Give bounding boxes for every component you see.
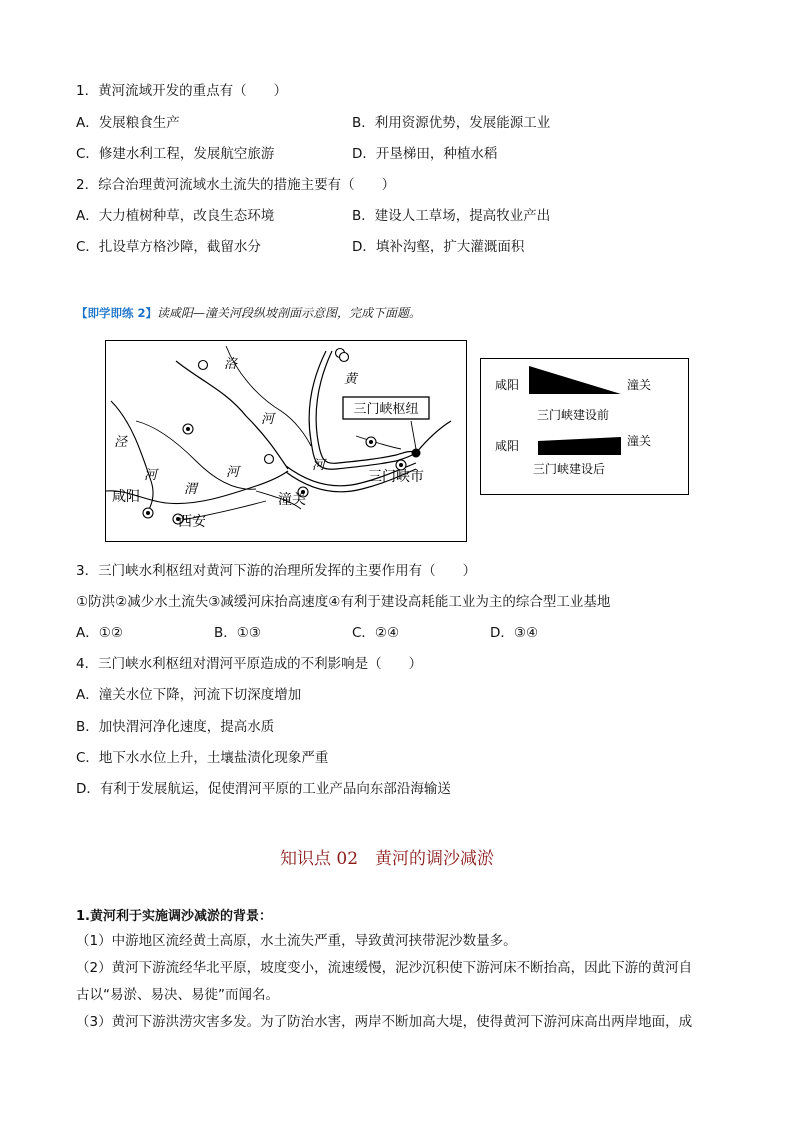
luo-river-label: 河: [261, 412, 275, 427]
huang-label: 黄: [344, 372, 358, 387]
q3-option-d: D．③④: [490, 625, 539, 641]
knowledge-title: 知识点 02 黄河的调沙减淤: [280, 849, 495, 869]
knowledge-para-3: （3）黄河下游洪涝灾害多发。为了防治水害，两岸不断加高大堤，使得黄河下游河床高出两岸地面，成: [76, 1014, 693, 1030]
sanmenxia-hub-point: [412, 449, 421, 458]
city-marker-6: [265, 455, 274, 464]
q2-option-b: B．建设人工草场，提高牧业产出: [352, 208, 551, 224]
profile-before-wedge: [529, 366, 621, 394]
knowledge-para-2b: 古以“易淤、易决、易徙”而闻名。: [76, 987, 279, 1003]
practice-line: [76, 302, 421, 321]
tongguan-label: 潼关: [278, 492, 306, 508]
q2-option-c: C．扎设草方格沙障，截留水分: [76, 239, 261, 255]
knowledge-para-2a: （2）黄河下游流经华北平原，坡度变小，流速缓慢，泥沙沉积使下游河床不断抬高，因此下游的黄河自: [76, 960, 693, 976]
q4-stem: 4．三门峡水利枢纽对渭河平原造成的不利影响是（ ）: [76, 656, 423, 672]
xianyang-dot: [146, 511, 150, 515]
city-marker-5-dot: [369, 440, 373, 444]
q3-option-a: A．①②: [76, 625, 123, 641]
hub-leader-line: [411, 421, 416, 449]
profile-after-wedge: [538, 437, 621, 455]
q4-option-d: D．有利于发展航运，促使渭河平原的工业产品向东部沿海输送: [76, 781, 451, 797]
profile-legend: [480, 358, 689, 495]
q1-option-a: A．发展粮食生产: [76, 115, 180, 131]
q2-stem: 2．综合治理黄河流域水土流失的措施主要有（ ）: [76, 177, 396, 193]
q4-option-a: A．潼关水位下降，河流下切深度增加: [76, 687, 302, 703]
q1-option-b: B．利用资源优势，发展能源工业: [352, 115, 551, 131]
wei-river-label: 河: [226, 465, 240, 480]
q4-option-b: B．加快渭河净化速度，提高水质: [76, 719, 275, 735]
legend-tongguan-bottom: 潼关: [627, 434, 652, 448]
city-marker-1: [199, 361, 208, 370]
q3-items: ①防洪②减少水土流失③减缓河床抬高速度④有利于建设高耗能工业为主的综合型工业基地: [76, 594, 611, 610]
luo-tributary: [226, 346, 311, 446]
sanmenxia-city-label: 三门峡市: [368, 469, 424, 485]
q3-option-b: B．①③: [214, 625, 261, 641]
luo-label: 洛: [224, 357, 238, 372]
legend-xianyang-top: 咸阳: [495, 378, 520, 392]
q1-option-d: D．开垦梯田，种植水稻: [352, 146, 498, 162]
legend-xianyang-bottom: 咸阳: [495, 439, 520, 453]
city-marker-4-dot: [186, 427, 190, 431]
xian-label: 西安: [178, 514, 206, 530]
map-svg: [106, 341, 466, 541]
city-marker-3: [340, 353, 349, 362]
hub-tributary: [356, 436, 401, 449]
profile-svg: [481, 359, 688, 494]
q1-option-c: C．修建水利工程，发展航空旅游: [76, 146, 275, 162]
hub-label: 三门峡枢纽: [353, 402, 419, 417]
wei-label: 渭: [184, 482, 198, 497]
legend-before-label: 三门峡建设前: [537, 408, 610, 422]
jing-river-label: 河: [144, 468, 158, 483]
huang-river-label: 河: [312, 458, 326, 473]
q1-stem: 1．黄河流域开发的重点有（ ）: [76, 83, 288, 99]
legend-tongguan-top: 潼关: [627, 378, 652, 392]
q2-option-d: D．填补沟壑，扩大灌溉面积: [352, 239, 525, 255]
practice-tag: 【即学即练 2】: [76, 306, 158, 320]
q3-option-c: C．②④: [352, 625, 400, 641]
yellow-river-downstream: [416, 421, 451, 453]
map-figure: [105, 340, 467, 542]
legend-after-label: 三门峡建设后: [533, 462, 606, 476]
q4-option-c: C．地下水水位上升，土壤盐渍化现象严重: [76, 750, 329, 766]
knowledge-section-1: 1.黄河利于实施调沙减淤的背景：: [76, 909, 272, 924]
knowledge-para-1: （1）中游地区流经黄土高原，水土流失严重，导致黄河挟带泥沙数量多。: [76, 933, 517, 949]
xianyang-label: 咸阳: [112, 489, 140, 505]
q2-option-a: A．大力植树种草，改良生态环境: [76, 208, 275, 224]
jing-label: 泾: [114, 435, 128, 450]
sanmenxia-city-dot: [399, 463, 403, 467]
practice-lead: 读咸阳—潼关河段纵坡剖面示意图，完成下面题。: [157, 306, 422, 320]
q3-stem: 3．三门峡水利枢纽对黄河下游的治理所发挥的主要作用有（ ）: [76, 563, 477, 579]
